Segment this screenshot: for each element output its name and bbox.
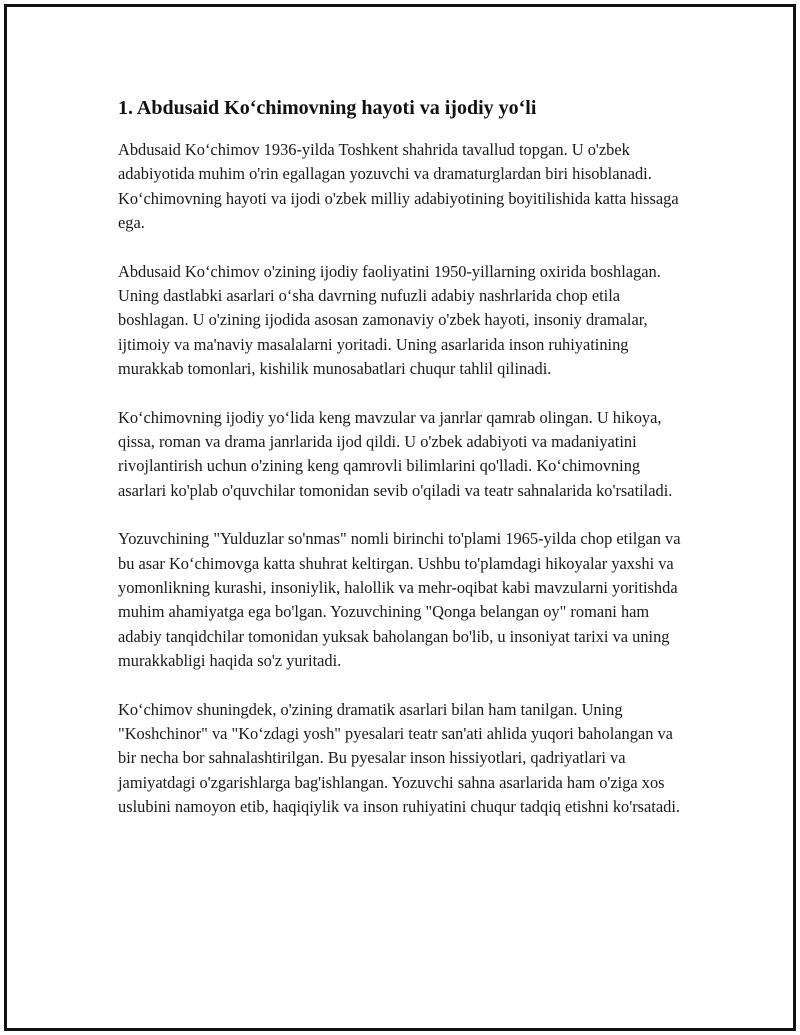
paragraph-2: Abdusaid Ko‘chimov o'zining ijodiy faoliyatini 1950-yillarning oxirida boshlagan. Uning dastlabki asarlari o‘sha davrning nufuzli adabiy nashrlarida chop etila boshlagan. U o'zining ijodida asosan zamonaviy o'zbek hayoti, insoniy dramalar, ijtimoiy va ma'naviy masalalarni yoritadi. Uning asarlarida inson ruhiyatining murakkab tomonlari, kishilik munosabatlari chuqur tahlil qilinadi. [118, 261, 661, 378]
paragraph-1: Abdusaid Ko‘chimov 1936-yilda Toshkent shahrida tavallud topgan. U o'zbek adabiyotida muhim o'rin egallagan yozuvchi va dramaturglardan biri hisoblanadi. Ko‘chimovning hayoti va ijodi o'zbek milliy adabiyotining boyitilishida katta hissaga ega. [118, 140, 679, 232]
paragraph-4: Yozuvchining "Yulduzlar so'nmas" nomli birinchi to'plami 1965-yilda chop etilgan va bu asar Ko‘chimovga katta shuhrat keltirgan. Ushbu to'plamdagi hikoyalar yaxshi va yomonlikning kurashi, insoniylik, halollik va mehr-oqibat kabi mavzularni yoritishda muhim ahamiyatga ega bo'lgan. Yozuvchining "Qonga belangan oy" romani ham adabiy tanqidchilar tomonidan yuksak baholangan bo'lib, u insoniyat tarixi va uning murakkabligi haqida so'z yuritadi. [118, 529, 681, 670]
section-heading: 1. Abdusaid Ko‘chimovning hayoti va ijodiy yo‘li [118, 97, 537, 119]
paragraph-5: Ko‘chimov shuningdek, o'zining dramatik asarlari bilan ham tanilgan. Uning "Koshchinor" va "Ko‘zdagi yosh" pyesalari teatr san'ati ahlida yuqori baholangan va bir necha bor sahnalashtirilgan. Bu pyesalar inson hissiyotlari, qadriyatlari va jamiyatdagi o'zgarishlarga bag'ishlangan. Yozuvchi sahna asarlarida ham o'ziga xos uslubini namoyon etib, haqiqiylik va inson ruhiyatini chuqur tadqiq etishni ko'rsatadi. [118, 699, 680, 816]
document-body [118, 96, 688, 844]
paragraph-3: Ko‘chimovning ijodiy yo‘lida keng mavzular va janrlar qamrab olingan. U hikoya, qissa, roman va drama janrlarida ijod qildi. U o'zbek adabiyoti va madaniyatini rivojlantirish uchun o'zining keng qamrovli bilimlarini qo'lladi. Ko‘chimovning asarlari ko'plab o'quvchilar tomonidan sevib o'qiladi va teatr sahnalarida ko'rsatiladi. [118, 407, 673, 500]
